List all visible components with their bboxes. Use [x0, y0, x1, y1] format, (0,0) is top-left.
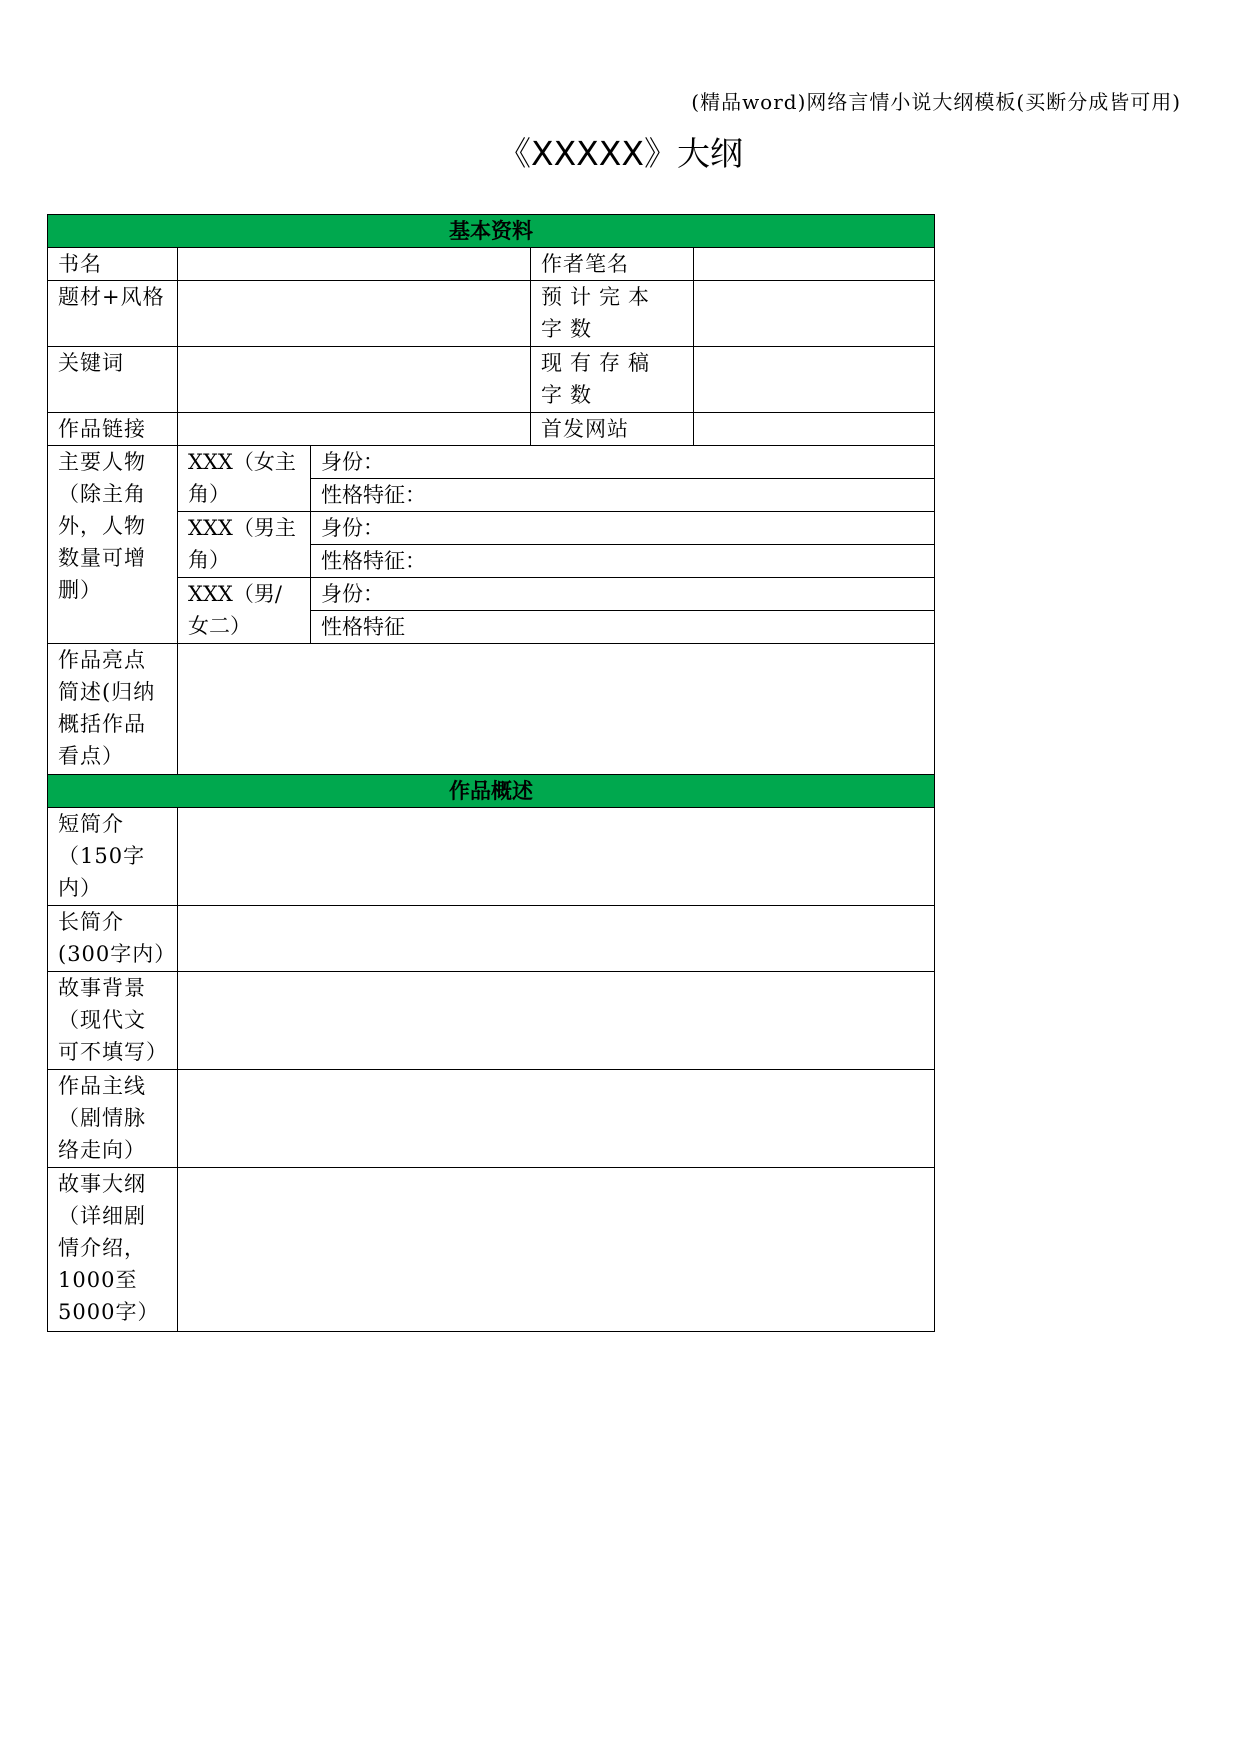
header-note: (精品word)网络言情小说大纲模板(买断分成皆可用) [691, 90, 1181, 114]
section-basic-info: 基本资料 [48, 215, 935, 248]
character-name-female-lead: XXX（女主角） [178, 446, 311, 512]
outline-table [47, 214, 935, 1332]
main-characters-label: 主要人物（除主角外，人物数量可增删） [48, 446, 178, 644]
long-intro-field[interactable] [178, 906, 935, 972]
work-link-label: 作品链接 [48, 413, 178, 446]
existing-words-label: 现有存稿字数 [531, 347, 694, 413]
character-traits-female-lead[interactable]: 性格特征： [311, 479, 935, 512]
character-identity-second-lead[interactable]: 身份： [311, 578, 935, 611]
character-identity-female-lead[interactable]: 身份： [311, 446, 935, 479]
story-outline-label: 故事大纲（详细剧情介绍，1000至5000字） [48, 1168, 178, 1332]
genre-label: 题材+风格 [48, 281, 178, 347]
section-work-overview: 作品概述 [48, 775, 935, 808]
expected-words-field[interactable] [694, 281, 935, 347]
first-site-field[interactable] [694, 413, 935, 446]
character-name-male-lead: XXX（男主角） [178, 512, 311, 578]
author-name-label: 作者笔名 [531, 248, 694, 281]
highlights-label: 作品亮点简述(归纳概括作品看点） [48, 644, 178, 775]
background-label: 故事背景（现代文可不填写） [48, 972, 178, 1070]
short-intro-label: 短简介（150字内） [48, 808, 178, 906]
character-traits-second-lead[interactable]: 性格特征 [311, 611, 935, 644]
short-intro-field[interactable] [178, 808, 935, 906]
work-link-field[interactable] [178, 413, 531, 446]
first-site-label: 首发网站 [531, 413, 694, 446]
background-field[interactable] [178, 972, 935, 1070]
keywords-label: 关键词 [48, 347, 178, 413]
main-line-label: 作品主线（剧情脉络走向） [48, 1070, 178, 1168]
keywords-field[interactable] [178, 347, 531, 413]
character-identity-male-lead[interactable]: 身份： [311, 512, 935, 545]
book-name-label: 书名 [48, 248, 178, 281]
expected-words-label: 预计完本字数 [531, 281, 694, 347]
genre-field[interactable] [178, 281, 531, 347]
long-intro-label: 长简介(300字内） [48, 906, 178, 972]
story-outline-field[interactable] [178, 1168, 935, 1332]
character-traits-male-lead[interactable]: 性格特征： [311, 545, 935, 578]
character-name-second-lead: XXX（男/女二） [178, 578, 311, 644]
main-line-field[interactable] [178, 1070, 935, 1168]
author-name-field[interactable] [694, 248, 935, 281]
document-title: 《XXXXX》大纲 [497, 134, 744, 173]
highlights-field[interactable] [178, 644, 935, 775]
existing-words-field[interactable] [694, 347, 935, 413]
book-name-field[interactable] [178, 248, 531, 281]
